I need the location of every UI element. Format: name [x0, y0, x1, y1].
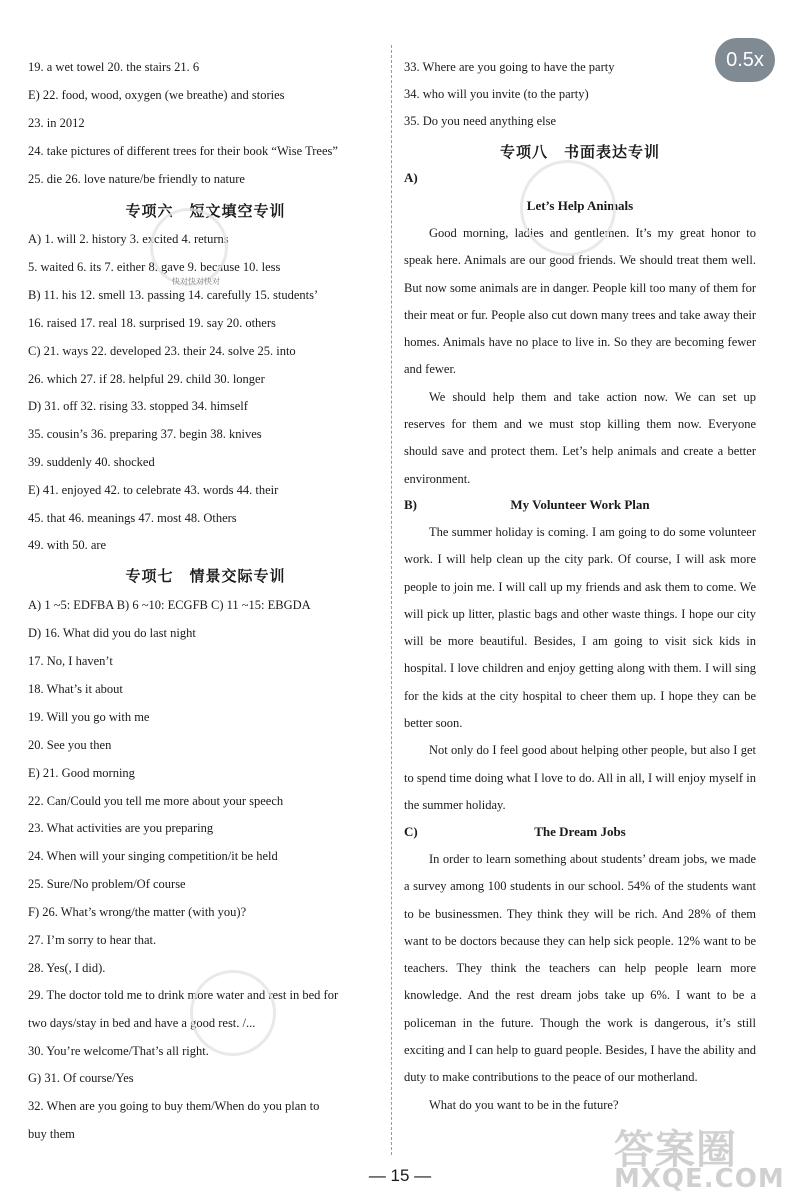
answer-line: 23. in 2012 — [28, 116, 85, 130]
answer-line: 19. a wet towel 20. the stairs 21. 6 — [28, 60, 200, 74]
essay-title: My Volunteer Work Plan — [510, 497, 650, 512]
answer-line: G) 31. Of course/Yes — [28, 1071, 134, 1085]
answer-line: 25. die 26. love nature/be friendly to nature — [28, 172, 245, 186]
answer-line: F) 26. What’s wrong/the matter (with you)? — [28, 905, 247, 919]
answer-line: 33. Where are you going to have the party — [404, 60, 615, 74]
answer-line: 23. What activities are you preparing — [28, 821, 214, 835]
answer-line: A) 1 ~5: EDFBA B) 6 ~10: ECGFB C) 11 ~15: EBGDA — [28, 598, 311, 612]
essay-label: B) — [404, 497, 417, 512]
answer-line: 39. suddenly 40. shocked — [28, 455, 155, 469]
essay-title: Let’s Help Animals — [526, 198, 634, 213]
watermark-stamp — [520, 160, 616, 256]
zoom-level-button[interactable]: 0.5x — [715, 38, 775, 82]
answer-line: 29. The doctor told me to drink more water and rest in bed for — [28, 988, 339, 1002]
watermark-stamp — [150, 208, 228, 286]
answer-line: two days/stay in bed and have a good rest. /... — [28, 1016, 256, 1030]
answer-line: D) 31. off 32. rising 33. stopped 34. himself — [28, 399, 248, 413]
answer-line: 27. I’m sorry to hear that. — [28, 933, 157, 947]
watermark-stamp — [190, 970, 276, 1056]
answer-line: 34. who will you invite (to the party) — [404, 87, 589, 101]
essay-body — [404, 220, 756, 493]
essay-paragraph: What do you want to be in the future? — [429, 1097, 619, 1112]
answer-line: D) 16. What did you do last night — [28, 626, 196, 640]
answer-line: 16. raised 17. real 18. surprised 19. say 20. others — [28, 316, 276, 330]
answer-line: 5. waited 6. its 7. either 8. gave 9. because 10. less — [28, 260, 281, 274]
essay-body — [404, 519, 756, 819]
answer-line: 19. Will you go with me — [28, 710, 150, 724]
answer-line: 26. which 27. if 28. helpful 29. child 30. longer — [28, 372, 265, 386]
answer-line: 24. take pictures of different trees for their book “Wise Trees” — [28, 144, 338, 158]
answer-line: 24. When will your singing competition/it be held — [28, 849, 278, 863]
answer-line: 22. Can/Could you tell me more about your speech — [28, 794, 284, 808]
essay-body — [404, 846, 756, 1119]
essay-paragraph: The summer holiday is coming. I am going to do some volunteer work. I will help clean up the city park. Of course, I will ask more people to join me. I will call up my friends and ask them to come. We will pick up litter, plastic bags and other waste things. I hope our city will be more beautiful. Besides, I am going to visit sick kids in hospital. I love children and enjoy getting along with them. I will sing for the kids at the city hospital to cheer them up. I hope they can be better soon. — [404, 525, 756, 731]
stamp-text: 快对快对快对 — [172, 277, 220, 286]
essay-paragraph: We should help them and take action now. We can set up reserves for them and we must stop killing them now. Everyone should save and protect them. Let’s help animals and create a better environment. — [404, 389, 756, 486]
essay-paragraph: Good morning, ladies and gentlemen. It’s my great honor to speak here. Animals are our good friends. We should treat them well. But now some animals are in danger. People kill too many of them for their meat or fur. People also cut down many trees and take away their homes. Animals have no place to live in. So they are becoming fewer and fewer. — [404, 226, 756, 377]
answer-line: 35. Do you need anything else — [404, 114, 557, 128]
essay-paragraph: In order to learn something about students’ dream jobs, we made a survey among 100 students in our school. 54% of the students want to be businessmen. They think they will be rich. And 28% of them want to be doctors because they can help sick people. 12% want to be teachers. They think the teachers can help people learn more knowledge. And the rest dream jobs take up 6%. I want to be a policeman in the future. Though the work is dangerous, it’s still exciting and I can help to guard people. Besides, I have the ability and duty to make contributions to the peace of our motherland. — [404, 852, 756, 1085]
answer-line: E) 22. food, wood, oxygen (we breathe) and stories — [28, 88, 285, 102]
answer-line: 30. You’re welcome/That’s all right. — [28, 1044, 209, 1058]
answer-line: 49. with 50. are — [28, 538, 107, 552]
essay-label: A) — [404, 170, 418, 185]
answer-line: 17. No, I haven’t — [28, 654, 113, 668]
essay-paragraph: Not only do I feel good about helping other people, but also I get to spend time doing what I love to do. All in all, I will enjoy myself in the summer holiday. — [404, 743, 756, 812]
answer-line: buy them — [28, 1127, 75, 1141]
answer-line: 28. Yes(, I did). — [28, 961, 106, 975]
answer-line: 25. Sure/No problem/Of course — [28, 877, 186, 891]
column-divider — [391, 45, 392, 1155]
watermark-logo: 答案圈 MXQE.COM — [614, 1127, 785, 1194]
answer-line: C) 21. ways 22. developed 23. their 24. solve 25. into — [28, 344, 296, 358]
essay-label: C) — [404, 824, 418, 839]
answer-line: E) 41. enjoyed 42. to celebrate 43. words 44. their — [28, 483, 279, 497]
answer-line: E) 21. Good morning — [28, 766, 135, 780]
answer-line: 18. What’s it about — [28, 682, 123, 696]
section-heading: 专项六 短文填空专训 — [125, 202, 286, 220]
answer-line: 20. See you then — [28, 738, 112, 752]
section-heading: 专项七 情景交际专训 — [125, 567, 286, 585]
section-heading: 专项八 书面表达专训 — [499, 143, 660, 161]
answer-line: 35. cousin’s 36. preparing 37. begin 38. knives — [28, 427, 262, 441]
page-number: — 15 — — [368, 1166, 432, 1185]
essay-title: The Dream Jobs — [534, 824, 626, 839]
answer-line: A) 1. will 2. history 3. excited 4. returns — [28, 232, 229, 246]
answer-line: 32. When are you going to buy them/When do you plan to — [28, 1099, 320, 1113]
answer-line: B) 11. his 12. smell 13. passing 14. carefully 15. students’ — [28, 288, 319, 302]
answer-line: 45. that 46. meanings 47. most 48. Others — [28, 511, 237, 525]
